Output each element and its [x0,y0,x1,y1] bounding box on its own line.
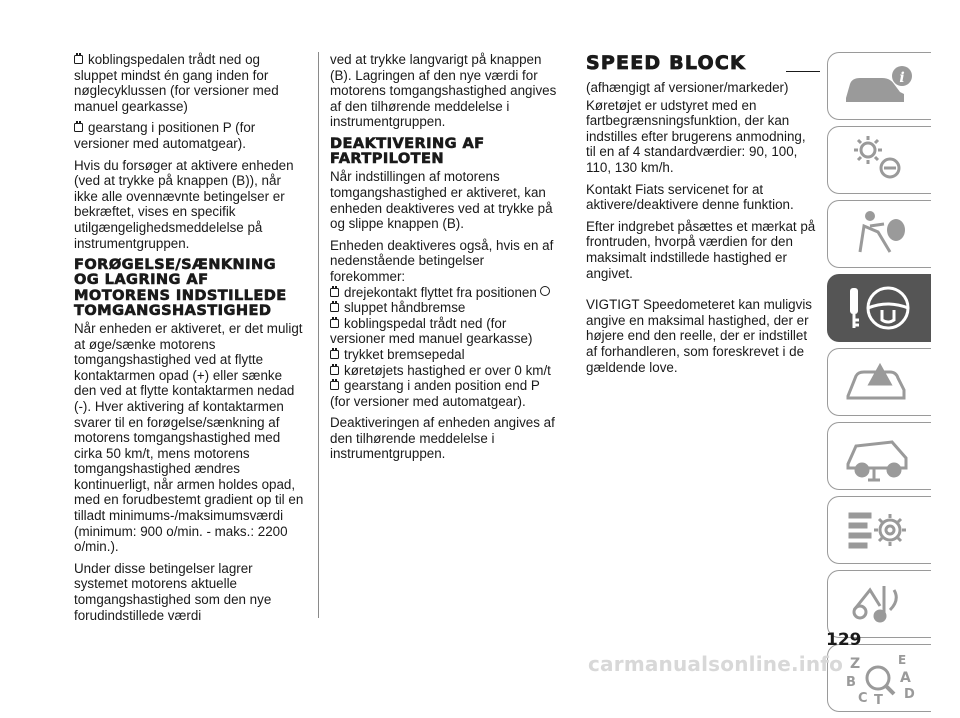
column-3 [586,52,818,381]
airbag-seat-icon [840,206,920,262]
bullet-icon [330,303,339,312]
paragraph: Kontakt Fiats servicenet for at aktivere/deaktivere denne funktion. [586,181,794,213]
ignition-position-icon [540,286,550,296]
paragraph: VIGTIGT Speedometeret kan muligvis angive en maksimal hastighed, der er højere end den reelle, der er indstillet af forhandleren, som foreskrevet i de gældende love. [586,297,812,375]
tab-emergency[interactable] [827,348,931,416]
paragraph: Deaktiveringen af enheden angives af den tilhørende meddelelse i instrumentgruppen. [330,415,555,462]
bullet-icon [330,381,339,390]
tab-safety[interactable] [827,200,931,268]
svg-text:i: i [898,70,905,86]
multimedia-icon [840,576,920,632]
section-heading: DEAKTIVERING AF FARTPILOTEN [330,134,485,168]
tab-technical[interactable] [827,496,931,564]
bullet-icon [74,55,83,64]
index-letters-icon [840,650,920,706]
tab-maintenance[interactable] [827,422,931,490]
bullet-item: koblingspedalen trådt ned og sluppet mindst én gang inden for nøglecyklussen (for versioner med manuel gearkasse) [74,52,279,114]
dashboard-lights-icon [840,132,920,188]
paragraph: Køretøjet er udstyret med en fartbegrænsningsfunktion, der kan indstilles efter brugerens anmodning, til en af 4 standardværdier: 90, 100, 110, 130 km/h. [586,97,806,175]
paragraph: Når indstillingen af motorens tomgangshastighed er aktiveret, kan enheden deaktiveres ved at trykke på og slippe knappen (B). [330,169,553,232]
bullet-item: drejekontakt flyttet fra positionen [330,285,562,301]
title-rule [786,71,820,72]
tab-car-info[interactable] [827,52,931,120]
page-title: SPEED BLOCK [586,52,746,74]
svg-text:Z: Z [849,656,860,672]
svg-text:C: C [857,691,868,706]
bullet-item: koblingspedal trådt ned (for versioner med manuel gearkasse) [330,315,533,347]
tab-starting-driving[interactable] [827,274,931,342]
paragraph: Hvis du forsøger at aktivere enheden (ved at trykke på knappen (B)), når ikke alle ovennævnte betingelser er bekræftet, vises en specifik utilgængelighedsmeddelelse på instrumentgruppen. [74,157,294,251]
column-2 [330,52,562,468]
bullet-icon [330,319,339,328]
car-info-icon [840,58,920,114]
tab-multimedia[interactable] [827,570,931,638]
warning-triangle-icon [840,354,920,410]
bullet-icon [330,350,339,359]
section-heading: FORØGELSE/SÆNKNING OG LAGRING AF MOTORENS INDSTILLEDE TOMGANGSHASTIGHED [74,256,287,319]
paragraph: ved at trykke langvarigt på knappen (B). Lagringen af den nye værdi for motorens tomgangshastighed angives af den tilhørende meddelelse i instrumentgruppen. [330,52,557,130]
chapter-tabs [827,52,931,718]
bullet-item: sluppet håndbremse [330,300,562,316]
gear-service-icon [840,502,920,558]
title-bar [586,52,818,74]
page-number: 129 [826,630,862,650]
bullet-item: køretøjets hastighed er over 0 km/t [330,363,562,379]
bullet-item: gearstang i anden position end P (for versioner med automatgear). [330,378,540,409]
paragraph: Under disse betingelser lagrer systemet motorens aktuelle tomgangshastighed som den nye forudindstillede værdi [74,560,272,623]
bullet-icon [330,288,339,297]
column-1 [74,52,306,629]
tab-dashboard[interactable] [827,126,931,194]
svg-text:D: D [903,687,915,702]
key-steering-wheel-icon [840,280,920,336]
car-jack-icon [840,428,920,484]
bullet-item: gearstang i positionen P (for versioner med automatgear). [74,120,256,151]
svg-text:B: B [845,675,856,690]
bullet-icon [74,123,83,132]
svg-text:A: A [899,670,911,686]
svg-text:T: T [873,693,883,708]
paragraph: Når enheden er aktiveret, er det muligt at øge/sænke motorens tomgangshastighed ved at flytte kontaktarmen opad (+) eller sænke den ved at flytte kontaktarmen nedad (-). Hver aktivering af kontaktarmen svarer til en forøgelse/sænkning af motorens tomgangshastighed med cirka 50 km/t, mens motorens tomgangshastighed ændres kontinuerligt, når armen holdes opad, med en forudbestemt gradient op til en tilladt minimums-/maksimumsværdi (minimum: 900 o/min. - maks.: 2200 o/min.). [74,320,304,555]
bullet-list [330,285,562,410]
column-divider [318,52,319,618]
footer-watermark[interactable]: carmanualsonline.info [588,652,844,676]
bullet-item: trykket bremsepedal [330,347,562,363]
subtitle: (afhængigt af versioner/markeder) [586,80,789,95]
svg-text:E: E [897,653,906,667]
paragraph: Efter indgrebet påsættes et mærkat på frontruden, hvorpå værdien for den maksimalt indstillede hastighed er angivet. [586,218,816,281]
bullet-icon [330,366,339,375]
paragraph: Enheden deaktiveres også, hvis en af nedenstående betingelser forekommer: [330,237,554,284]
